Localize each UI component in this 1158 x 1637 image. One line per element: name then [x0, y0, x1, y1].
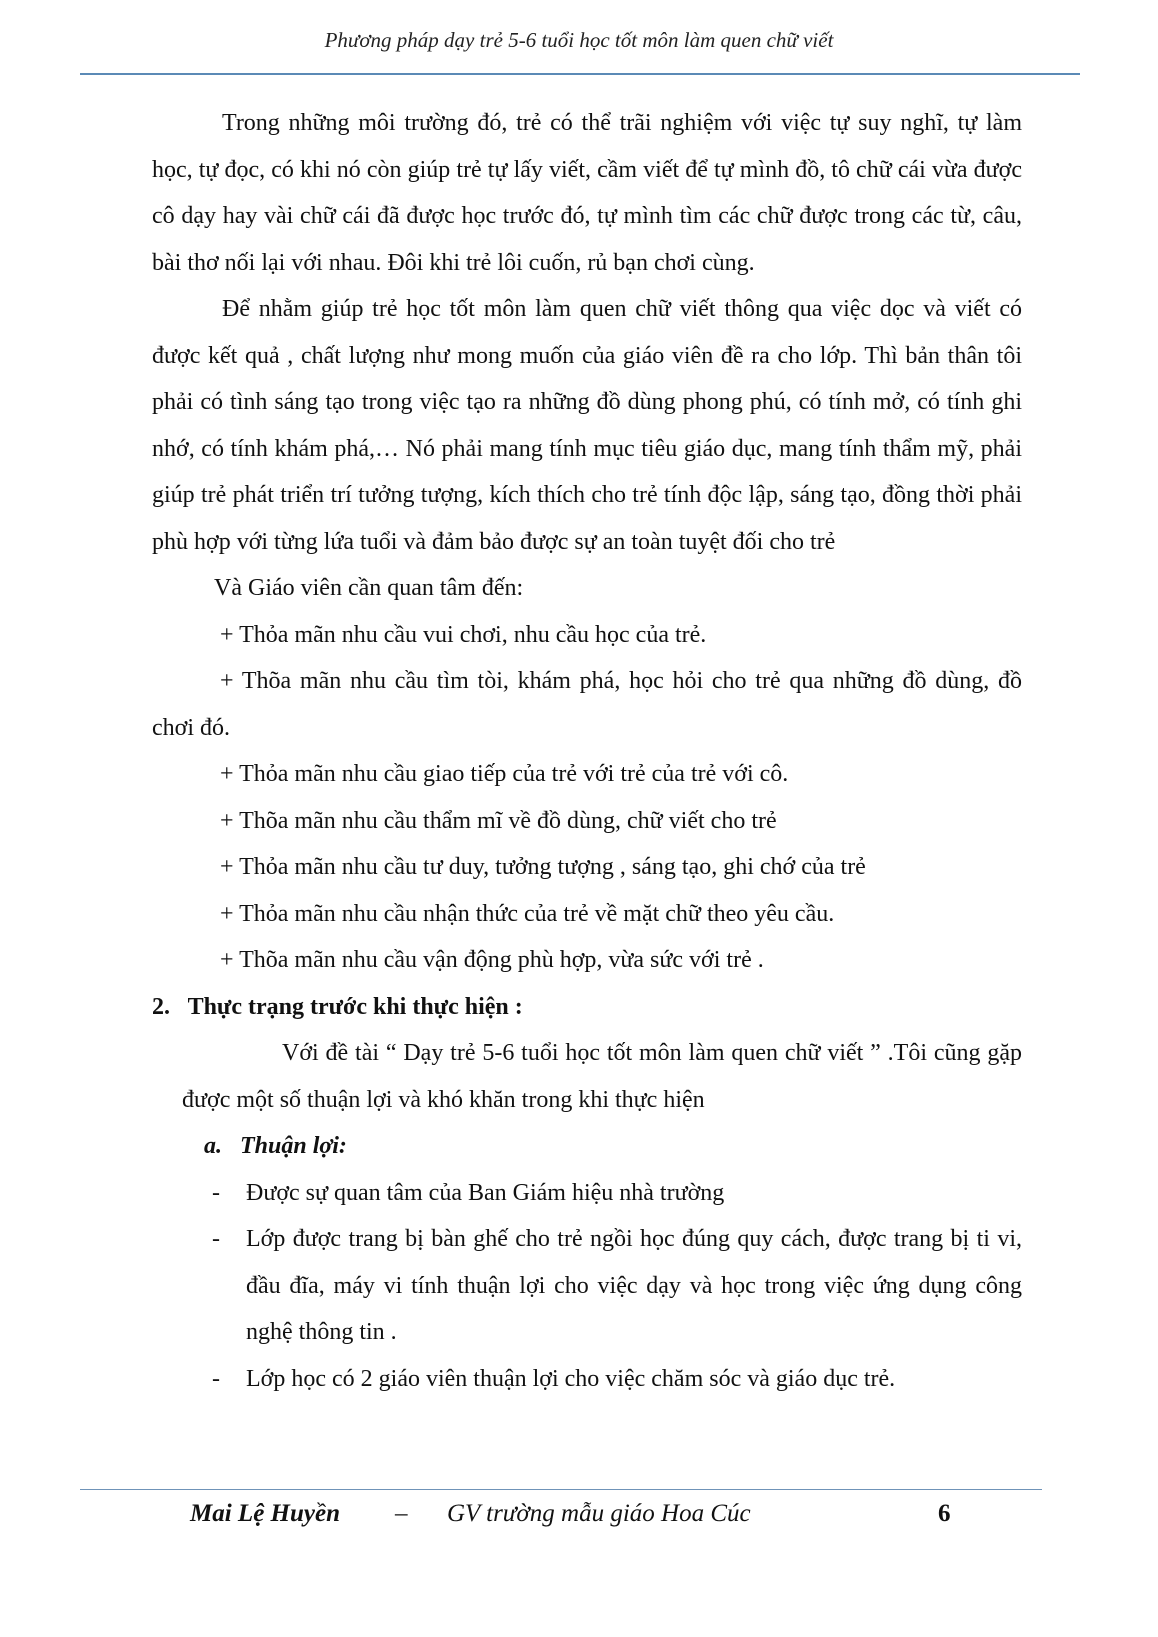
list-item-text: Lớp được trang bị bàn ghế cho trẻ ngồi học đúng quy cách, được trang bị ti vi, đầu đĩa, máy vi tính thuận lợi cho việc dạy và học trong việc ứng dụng công nghệ thông tin .: [246, 1226, 1022, 1345]
requirement-item: + Thỏa mãn nhu cầu vui chơi, nhu cầu học của trẻ.: [220, 621, 707, 648]
advantages-list: [152, 1170, 1022, 1403]
footer-divider: [80, 1489, 1042, 1490]
requirement-item: + Thõa mãn nhu cầu tìm tòi, khám phá, học hỏi cho trẻ qua những đồ dùng, đồ chơi đó.: [152, 668, 1022, 741]
requirement-item: + Thỏa mãn nhu cầu tư duy, tưởng tượng , sáng tạo, ghi chớ của trẻ: [220, 854, 866, 880]
section-paragraph: Với đề tài “ Dạy trẻ 5-6 tuổi học tốt môn làm quen chữ viết ” .Tôi cũng gặp được một số thuận lợi và khó khăn trong khi thực hiện: [182, 1040, 1022, 1113]
subsection-title: Thuận lợi:: [240, 1133, 347, 1159]
requirement-item: + Thỏa mãn nhu cầu giao tiếp của trẻ với trẻ của trẻ với cô.: [220, 761, 789, 787]
body-paragraph: Trong những môi trường đó, trẻ có thể trãi nghiệm với việc tự suy nghĩ, tự làm học, tự đọc, có khi nó còn giúp trẻ tự lấy viết, cầm viết để tự mình đồ, tô chữ cái vừa được cô dạy hay vài chữ cái đã được học trước đó, tự mình tìm các chữ được trong các từ, câu, bài thơ nối lại với nhau. Đôi khi trẻ lôi cuốn, rủ bạn chơi cùng.: [152, 110, 1022, 276]
page-footer: [0, 1500, 1158, 1540]
section-title: Thực trạng trước khi thực hiện :: [187, 993, 523, 1020]
list-item-text: Được sự quan tâm của Ban Giám hiệu nhà trường: [246, 1179, 725, 1206]
list-item: [152, 1170, 1022, 1217]
dash-bullet: -: [212, 1226, 220, 1252]
dash-bullet: -: [212, 1365, 220, 1392]
list-item-text: Lớp học có 2 giáo viên thuận lợi cho việc chăm sóc và giáo dục trẻ.: [246, 1365, 896, 1392]
running-header: Phương pháp dạy trẻ 5-6 tuổi học tốt môn làm quen chữ viết: [324, 28, 834, 52]
section-heading: [152, 984, 1022, 1031]
dash-bullet: -: [212, 1179, 220, 1206]
footer-author: Mai Lệ Huyền: [190, 1500, 340, 1527]
subsection-letter: a.: [204, 1133, 222, 1159]
footer-separator: –: [395, 1500, 408, 1527]
footer-school: GV trường mẫu giáo Hoa Cúc: [447, 1500, 751, 1527]
intro-line: Và Giáo viên cần quan tâm đến:: [214, 575, 524, 601]
list-item: [152, 1356, 1022, 1403]
requirement-item: + Thỏa mãn nhu cầu nhận thức của trẻ về mặt chữ theo yêu cầu.: [220, 900, 835, 927]
requirement-item: + Thõa mãn nhu cầu thẩm mĩ về đồ dùng, chữ viết cho trẻ: [220, 807, 777, 834]
page-number: 6: [938, 1500, 951, 1527]
section-number: 2.: [152, 993, 170, 1020]
body-paragraph: Để nhằm giúp trẻ học tốt môn làm quen chữ viết thông qua việc dọc và viết có được kết quả , chất lượng như mong muốn của giáo viên đề ra cho lớp. Thì bản thân tôi phải có tình sáng tạo trong việc tạo ra những đồ dùng phong phú, có tính mở, có tính ghi nhớ, có tính khám phá,… Nó phải mang tính mục tiêu giáo dục, mang tính thẩm mỹ, phải giúp trẻ phát triển trí tưởng tượng, kích thích cho trẻ tính độc lập, sáng tạo, đồng thời phải phù hợp với từng lứa tuổi và đảm bảo được sự an toàn tuyệt đối cho trẻ: [152, 296, 1022, 555]
requirement-item: + Thõa mãn nhu cầu vận động phù hợp, vừa sức với trẻ .: [220, 947, 764, 973]
header-divider: [80, 73, 1080, 75]
list-item: [152, 1216, 1022, 1356]
subsection-heading: [152, 1123, 1022, 1170]
page-content: [152, 100, 1022, 1402]
